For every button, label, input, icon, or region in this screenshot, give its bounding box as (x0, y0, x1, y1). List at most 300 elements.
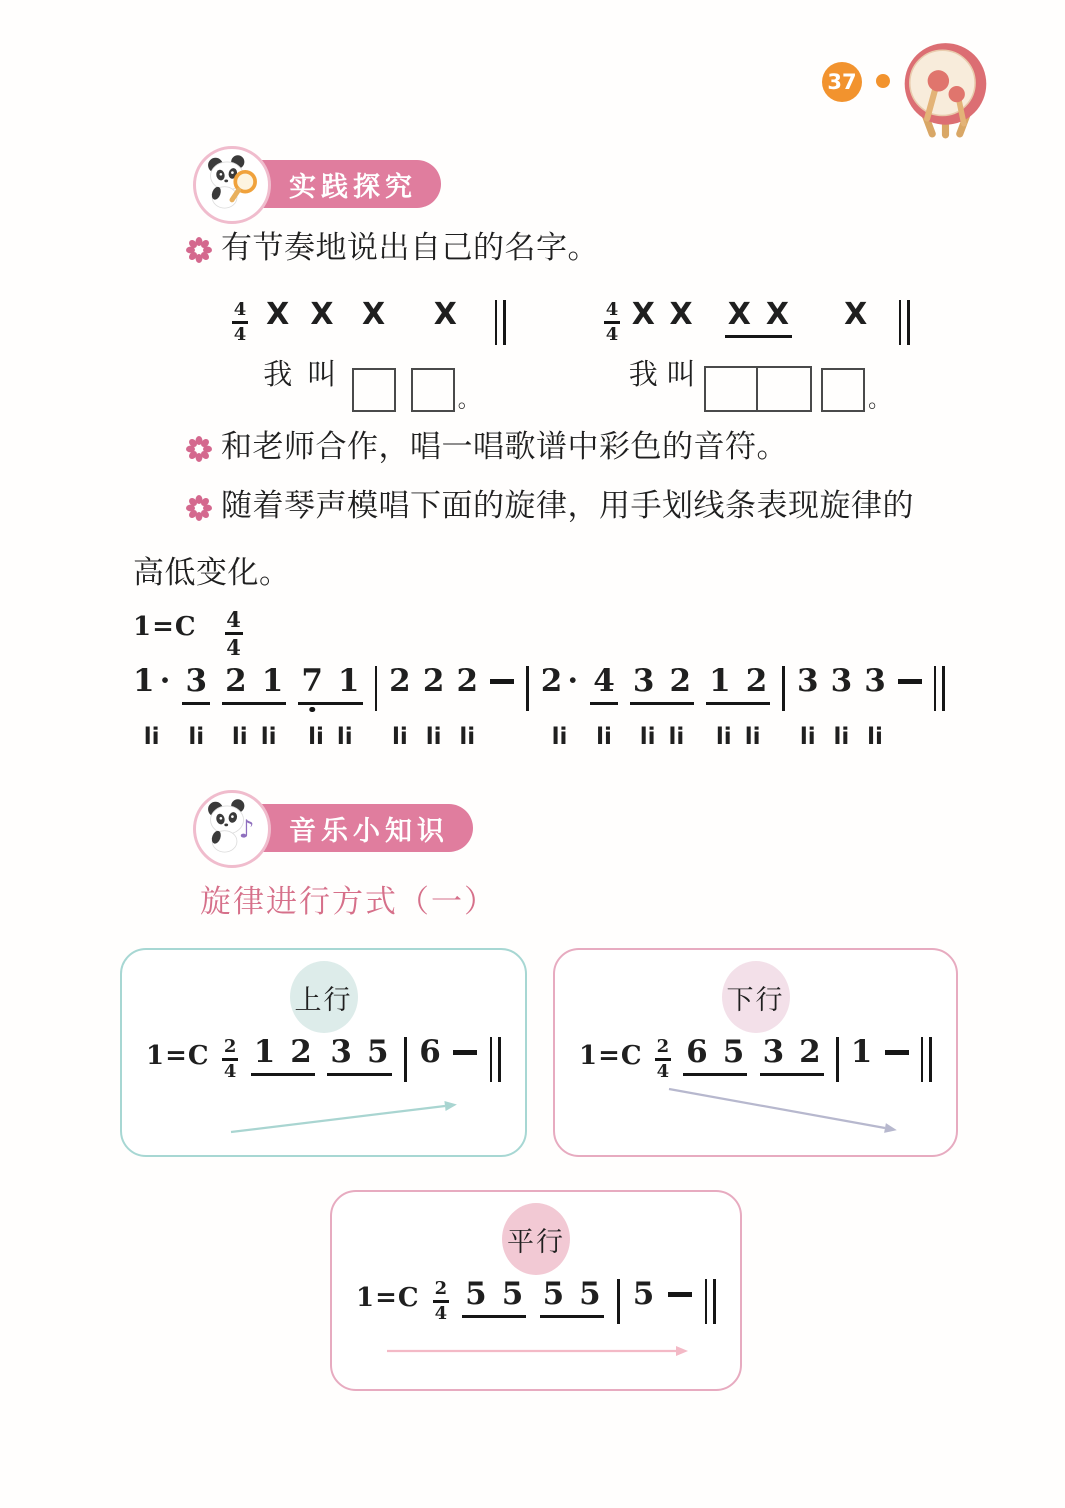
page-number-badge (822, 62, 862, 102)
beamed-group (462, 1276, 526, 1318)
lyric: li (596, 724, 612, 750)
note-slot (456, 663, 479, 718)
beamed-group (630, 663, 694, 705)
score-cell (705, 1279, 716, 1331)
note-slot (782, 666, 785, 718)
jianpu-note: 1 (709, 663, 731, 699)
note-slot (453, 1037, 477, 1089)
jianpu-note: 2 · (540, 663, 579, 699)
score-cell (462, 1276, 526, 1331)
beamed-group (540, 1276, 604, 1318)
meter-bottom: 4 (233, 323, 247, 345)
svg-text:♪: ♪ (238, 814, 255, 844)
beamed-group (298, 663, 362, 705)
time-signature (225, 609, 243, 658)
lyric-character: 叫 (307, 357, 337, 391)
flower-icon (186, 433, 212, 472)
lyric-slot (352, 360, 396, 412)
score-cell (411, 297, 480, 413)
note-slot (632, 1276, 655, 1331)
note-slot (182, 663, 210, 718)
decor-dot (876, 74, 890, 88)
barline (782, 666, 785, 711)
beamed-group (222, 663, 286, 705)
parallel-arrow (384, 1342, 696, 1364)
note-slot (934, 666, 945, 718)
score-cell (704, 297, 812, 412)
ascending-arrow (227, 1098, 467, 1142)
score-cell (796, 663, 819, 778)
note-slot (389, 663, 411, 718)
note-slot (495, 300, 506, 352)
lyric-slot (640, 726, 685, 778)
note-slot (796, 663, 819, 718)
lyric-slot (411, 360, 480, 412)
lyric-character: 我 (628, 357, 658, 391)
jianpu-note: 2 (422, 663, 445, 699)
note-slot (490, 666, 514, 718)
answer-box (704, 366, 758, 412)
sustain-dash (668, 1292, 692, 1297)
jianpu-note: 6 (686, 1034, 708, 1070)
note-slot (921, 1037, 932, 1089)
lyric-character: 叫 (666, 357, 696, 391)
score-cell (422, 663, 445, 778)
period-mark: 。 (457, 388, 480, 413)
section-title: 实践探究 (289, 171, 417, 203)
page-number: 37 (827, 70, 857, 94)
lyric-slot (552, 726, 568, 778)
period-mark: 。 (868, 388, 891, 413)
barline (929, 1037, 932, 1082)
descending-arrow (665, 1084, 905, 1142)
rhythm-x-note: X (310, 297, 334, 332)
lyric (821, 368, 890, 412)
score-cell (526, 666, 529, 778)
jianpu-note: 2 (456, 663, 479, 699)
rhythm-x-note: X (433, 297, 457, 332)
meter-top: 4 (226, 607, 241, 632)
jianpu-note: 2 (745, 663, 768, 699)
lyric-group (716, 726, 761, 749)
flower-icon (186, 234, 212, 273)
note-slot (668, 1279, 692, 1331)
score-cell (419, 1034, 441, 1089)
score-cell (133, 663, 171, 778)
dot-after-note: · (159, 663, 171, 699)
score-cell (885, 1037, 909, 1089)
rhythm-x-note: X (669, 297, 693, 332)
lyric: li (668, 724, 685, 750)
score-cell (921, 1037, 932, 1089)
barline (503, 300, 506, 345)
barline (498, 1037, 501, 1082)
lyric-slot (833, 726, 849, 778)
lyric-slot (716, 726, 761, 778)
time-signature (655, 1038, 671, 1081)
rhythm-x-note: X (631, 297, 655, 332)
score-cell (404, 1037, 407, 1089)
note-slot (375, 666, 378, 718)
direction-box-parallel (330, 1190, 742, 1391)
bullet-text: 有节奏地说出自己的名字。 (221, 230, 599, 266)
score-cell (864, 663, 886, 778)
sustain-dash (453, 1050, 477, 1055)
note-slot (864, 663, 886, 718)
score-cell (666, 297, 696, 412)
barline (713, 1279, 716, 1324)
note-slot (540, 1276, 604, 1331)
barline (375, 666, 378, 711)
sustain-dash (490, 679, 514, 684)
note-slot (526, 666, 529, 718)
beamed-group (590, 663, 618, 705)
jianpu-note: 5 (367, 1034, 389, 1070)
score-cell (327, 1034, 391, 1089)
rhythm-x-note: X (727, 297, 751, 332)
lyric: li (392, 724, 408, 750)
lyric-group (640, 726, 685, 749)
note-slot (836, 1037, 839, 1089)
lyric-slot (232, 726, 277, 778)
jianpu-note: 5 (465, 1276, 487, 1312)
jianpu-note: 3 (864, 663, 886, 699)
lyric: li (867, 724, 883, 750)
lyric-slot (459, 726, 475, 778)
score-cell (850, 1034, 873, 1089)
barline (404, 1037, 407, 1082)
lyric-slot (263, 357, 293, 412)
rhythm-x-note: X (266, 297, 290, 332)
note-slot (669, 297, 693, 352)
time-signature (225, 608, 243, 658)
beamed-group (725, 297, 792, 338)
score-cell (490, 1037, 501, 1089)
note-slot (830, 663, 853, 718)
lyric-slot (821, 360, 890, 412)
rhythm-x-note: X (844, 297, 868, 332)
jianpu-note: 5 (542, 1276, 565, 1312)
lyric-group (596, 726, 612, 749)
beamed-group (251, 1034, 315, 1076)
melody-score (133, 663, 945, 778)
melody-key-signature (133, 608, 243, 658)
score-cell (232, 300, 248, 412)
score-cell (590, 663, 618, 778)
panda-note-icon (193, 790, 271, 868)
note-slot (422, 663, 445, 718)
direction-box-descending (553, 948, 958, 1157)
score-cell (630, 663, 694, 778)
lyric: li (260, 724, 277, 750)
jianpu-note: 5 (579, 1276, 601, 1312)
note-slot (419, 1034, 441, 1089)
note-slot (725, 297, 792, 352)
lyric: li (143, 724, 160, 750)
jianpu-note: 5 (722, 1034, 745, 1070)
score-cell (706, 663, 770, 778)
score-cell (453, 1037, 477, 1089)
barline (899, 300, 902, 345)
barline (942, 666, 945, 711)
lyric-slot (867, 726, 883, 778)
answer-box (821, 368, 865, 412)
jianpu-note: 6 (419, 1034, 441, 1070)
score-cell (604, 300, 620, 412)
jianpu-note: 5 (501, 1276, 524, 1312)
score-cell (540, 1276, 604, 1331)
flower-icon (186, 492, 212, 531)
meter-bottom: 4 (434, 1302, 448, 1324)
final-barline (934, 666, 945, 711)
section-title: 音乐小知识 (289, 815, 449, 847)
score-cell (495, 300, 506, 412)
note-slot (251, 1034, 315, 1089)
final-barline (705, 1279, 716, 1324)
score-cell (307, 297, 337, 412)
note-slot (630, 663, 694, 718)
lyric: li (459, 724, 476, 750)
jianpu-note: 1 (261, 663, 284, 699)
lyric: li (308, 724, 324, 750)
score-cell (389, 663, 411, 778)
note-slot (490, 1037, 501, 1089)
jianpu-note: 1 · (133, 663, 171, 699)
jianpu-note: 7 (301, 663, 323, 699)
drum-icon (897, 38, 995, 144)
note-slot (844, 297, 868, 352)
final-barline (490, 1037, 501, 1082)
lyric-group (188, 726, 204, 749)
barline (705, 1279, 708, 1324)
jianpu-note: 3 (762, 1034, 785, 1070)
score-cell (540, 663, 579, 778)
final-barline (899, 300, 910, 345)
note-slot (631, 297, 655, 352)
lyric-slot (307, 357, 337, 412)
meter-bottom: 4 (223, 1060, 237, 1082)
meter-bottom: 4 (656, 1060, 670, 1082)
time-signature (232, 301, 248, 344)
note-slot (590, 663, 618, 718)
meter-top: 2 (223, 1036, 237, 1057)
score-cell (683, 1034, 747, 1089)
jianpu-note: 1 (253, 1034, 276, 1070)
lyric (411, 368, 480, 412)
bullet-say-name (186, 229, 599, 273)
score-cell (182, 663, 210, 778)
knowledge-subtitle: 旋律进行方式（一） (200, 884, 497, 920)
lyric (263, 357, 293, 391)
direction-label: 下行 (722, 961, 790, 1033)
note-slot (705, 1279, 716, 1331)
score-cell (298, 663, 362, 778)
note-slot (327, 1034, 391, 1089)
key-label: 1=C (133, 612, 197, 642)
panda-magnifier-icon (193, 146, 271, 224)
lyric: li (833, 724, 850, 750)
note-slot (683, 1034, 747, 1089)
direction-label: 平行 (502, 1203, 570, 1275)
note-slot (298, 663, 362, 718)
lyric: li (639, 724, 656, 750)
lyric (307, 357, 337, 391)
score-cell (821, 297, 891, 413)
lyric-slot (628, 357, 658, 412)
barline (921, 1037, 924, 1082)
lyric-group (308, 726, 353, 749)
lyric: li (231, 724, 248, 750)
note-slot (362, 297, 386, 352)
note-slot (232, 300, 248, 352)
score-cell (899, 300, 910, 412)
bullet-text: 和老师合作，唱一唱歌谱中彩色的音符。 (221, 429, 788, 465)
score-cell (760, 1034, 824, 1089)
lyric: li (188, 724, 205, 750)
score-cell (836, 1037, 839, 1089)
jianpu-note: 2 (225, 663, 247, 699)
barline (495, 300, 498, 345)
answer-box-double (704, 366, 812, 412)
score-cell (830, 663, 853, 778)
lyric: li (551, 724, 568, 750)
jianpu-note: 3 (330, 1034, 352, 1070)
answer-box (758, 366, 812, 412)
score-cell (263, 297, 293, 412)
lyric-slot (144, 726, 160, 778)
score-cell (668, 1279, 692, 1331)
note-slot (462, 1276, 526, 1331)
direction-label: 上行 (290, 961, 358, 1033)
lyric: li (336, 724, 353, 750)
barline (526, 666, 529, 711)
lyric: li (744, 724, 761, 750)
score-cell (934, 666, 945, 778)
jianpu-note: 3 (185, 663, 208, 699)
jianpu-note: 2 (290, 1034, 312, 1070)
lyric (704, 366, 812, 412)
jianpu-note: 2 (389, 663, 411, 699)
jianpu-note: 4 (593, 663, 615, 699)
rhythm-exercise-1 (232, 297, 506, 413)
jianpu-note: 1 (850, 1034, 873, 1070)
jianpu-note: 5 (632, 1276, 655, 1312)
jianpu-note: 2 (669, 663, 692, 699)
bullet-text-continued: 高低变化。 (133, 555, 291, 591)
score-cell (352, 297, 396, 412)
rhythm-x-note: X (765, 297, 790, 332)
rhythm-x-note: X (362, 297, 386, 332)
score-cell (632, 1276, 655, 1331)
meter-bottom: 4 (226, 634, 241, 660)
rhythm-exercise-2 (604, 297, 910, 413)
dot-after-note: · (567, 663, 579, 699)
lyric-slot (800, 726, 816, 778)
beamed-group (683, 1034, 747, 1076)
key-label: 1=C (356, 1283, 420, 1313)
answer-box (352, 368, 396, 412)
lyric (352, 368, 396, 412)
barline (934, 666, 937, 711)
time-signature (604, 301, 620, 344)
note-slot (898, 666, 922, 718)
lyric (628, 357, 658, 391)
barline (907, 300, 910, 345)
score-cell (617, 1279, 620, 1331)
barline (490, 1037, 493, 1082)
key-label: 1=C (579, 1041, 643, 1071)
note-slot (540, 663, 579, 718)
jianpu-note: 3 (796, 663, 819, 699)
lyric: li (715, 724, 732, 750)
note-slot (850, 1034, 873, 1089)
meter-bottom: 4 (605, 323, 619, 345)
lyric: li (799, 724, 816, 750)
section-title-pill (237, 804, 473, 852)
score-cell (628, 297, 658, 412)
lyric-slot (596, 726, 612, 778)
meter-top: 4 (233, 299, 247, 320)
lyric-slot (308, 726, 353, 778)
lyric-slot (704, 360, 812, 412)
lyric-group (232, 726, 277, 749)
jianpu-note: 2 (799, 1034, 821, 1070)
score-cell (490, 666, 514, 778)
note-slot (222, 663, 286, 718)
beamed-group (327, 1034, 391, 1076)
lyric-slot (666, 357, 696, 412)
final-barline (921, 1037, 932, 1082)
meter-top: 4 (605, 299, 619, 320)
jianpu-note: 3 (830, 663, 853, 699)
note-slot (310, 297, 334, 352)
meter-top: 2 (434, 1278, 448, 1299)
note-slot (760, 1034, 824, 1089)
beamed-group (182, 663, 210, 705)
sustain-dash (898, 679, 922, 684)
final-barline (495, 300, 506, 345)
note-slot (266, 297, 290, 352)
note-slot (604, 300, 620, 352)
score-cell (782, 666, 785, 778)
bullet-follow-melody (186, 487, 914, 531)
time-signature (433, 1280, 449, 1323)
jianpu-note: 1 (337, 663, 360, 699)
note-slot (706, 663, 770, 718)
note-slot (404, 1037, 407, 1089)
time-signature (222, 1038, 238, 1081)
score-cell (375, 666, 378, 778)
lyric-slot (426, 726, 442, 778)
meter-top: 2 (656, 1036, 670, 1057)
score-cell (456, 663, 479, 778)
barline (836, 1037, 839, 1082)
score-cell (898, 666, 922, 778)
note-slot (133, 663, 171, 718)
note-slot (617, 1279, 620, 1331)
barline (617, 1279, 620, 1324)
direction-box-ascending (120, 948, 527, 1157)
answer-box (411, 368, 455, 412)
bullet-text: 随着琴声模唱下面的旋律，用手划线条表现旋律的 (221, 488, 914, 524)
lyric (666, 357, 696, 391)
score-cell (222, 663, 286, 778)
lyric-character: 我 (263, 357, 293, 391)
key-label: 1=C (146, 1041, 210, 1071)
jianpu-note: 3 (632, 663, 655, 699)
note-slot (885, 1037, 909, 1089)
score-cell (251, 1034, 315, 1089)
